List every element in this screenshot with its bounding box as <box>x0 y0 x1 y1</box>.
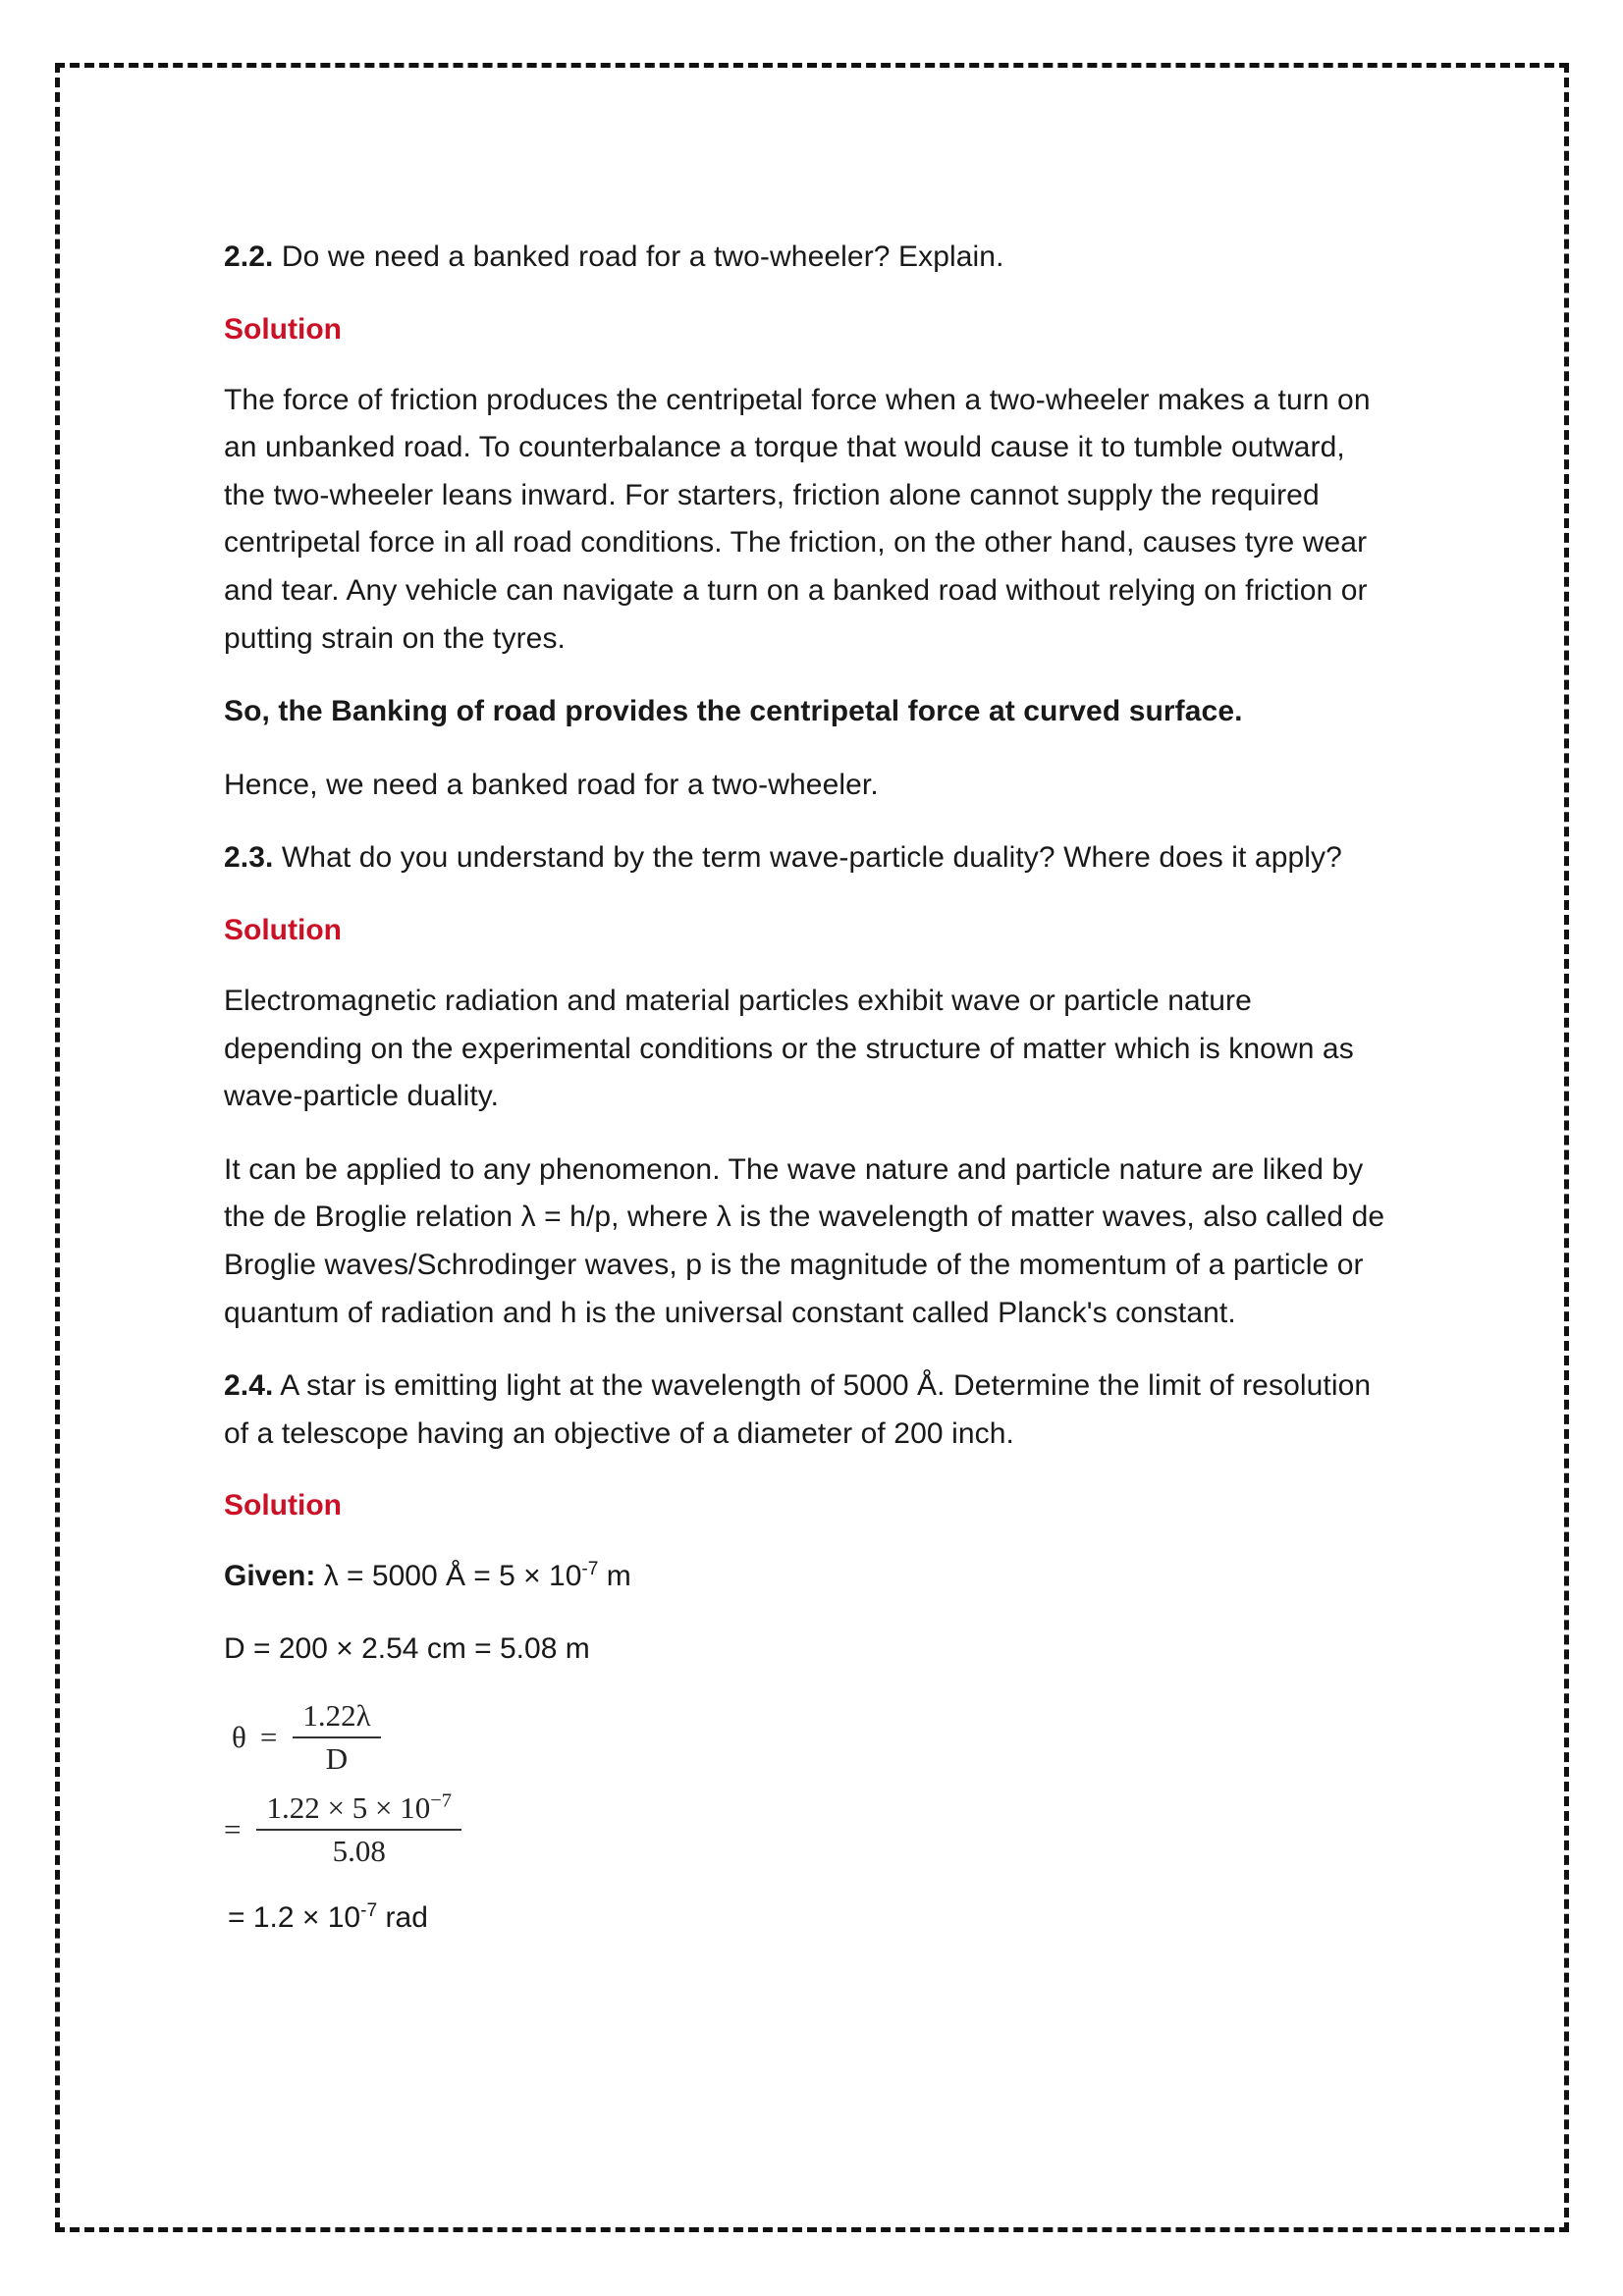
result-suffix: rad <box>377 1901 428 1935</box>
question-2-2 <box>224 234 1392 282</box>
formula-substitution-denominator: 5.08 <box>332 1834 386 1869</box>
formula-substitution-numerator-exponent: −7 <box>430 1789 452 1812</box>
given-label: Given: <box>224 1560 316 1593</box>
formula-theta-symbol: θ <box>232 1720 246 1755</box>
formula-substitution-numerator <box>256 1790 460 1829</box>
question-2-4-number: 2.4. <box>224 1369 274 1403</box>
solution-label-2: Solution <box>224 913 342 946</box>
question-2-3-text: What do you understand by the term wave-particle duality? Where does it apply? <box>273 841 1342 875</box>
formula-theta-equals: = <box>259 1720 278 1755</box>
paragraph-2-3-duality: Electromagnetic radiation and material particles exhibit wave or particle nature depending on the experimental conditions or the structure of matter which is known as wave-particle duality. <box>224 984 1354 1113</box>
given-lambda-suffix: m <box>598 1560 631 1593</box>
paragraph-2-2-hence: Hence, we need a banked road for a two-wheeler. <box>224 768 879 801</box>
result-exponent: -7 <box>360 1900 378 1922</box>
formula-theta-numerator: 1.22λ <box>302 1698 371 1734</box>
formula-substitution-equals: = <box>224 1812 242 1847</box>
question-2-2-text: Do we need a banked road for a two-wheeler? Explain. <box>273 240 1004 273</box>
formula-substitution-fraction <box>256 1790 460 1869</box>
formula-substitution <box>224 1790 1392 1869</box>
document-content <box>224 234 1392 1942</box>
formula-theta <box>224 1698 1392 1777</box>
result-prefix: = 1.2 × 10 <box>228 1901 361 1935</box>
formula-theta-fraction <box>293 1698 380 1777</box>
solution-label-1: Solution <box>224 312 342 346</box>
given-lambda-exponent: -7 <box>581 1559 599 1580</box>
question-2-4 <box>224 1362 1392 1458</box>
formula-substitution-numerator-text: 1.22 × 5 × 10 <box>266 1790 431 1826</box>
diameter-line: D = 200 × 2.54 cm = 5.08 m <box>224 1632 590 1666</box>
paragraph-2-2-conclusion-bold: So, the Banking of road provides the centripetal force at curved surface. <box>224 695 1243 728</box>
result-line <box>224 1895 1392 1942</box>
given-lambda-prefix: λ = 5000 Å = 5 × 10 <box>315 1560 582 1593</box>
given-line <box>224 1553 1392 1600</box>
paragraph-2-2-explanation: The force of friction produces the centripetal force when a two-wheeler makes a turn on an unbanked road. To counterbalance a torque that would cause it to tumble outward, the two-wheeler leans inward. For starters, friction alone cannot supply the required centripetal force in all road conditions. The friction, on the other hand, causes tyre wear and tear. Any vehicle can navigate a turn on a banked road without relying on friction or putting strain on the tyres. <box>224 383 1371 655</box>
question-2-3 <box>224 834 1392 882</box>
question-2-4-text: A star is emitting light at the wavelength of 5000 Å. Determine the limit of resolution of a telescope having an objective of a diameter of 200 inch. <box>224 1369 1372 1450</box>
solution-label-3: Solution <box>224 1489 342 1522</box>
formula-theta-denominator: D <box>325 1741 349 1777</box>
question-2-2-number: 2.2. <box>224 240 274 273</box>
paragraph-2-3-de-broglie: It can be applied to any phenomenon. The wave nature and particle nature are liked by the de Broglie relation λ = h/p, where λ is the wavelength of matter waves, also called de Broglie waves/Schrodinger waves, p is the magnitude of the momentum of a particle or quantum of radiation and h is the universal constant called Planck's constant. <box>224 1152 1385 1329</box>
question-2-3-number: 2.3. <box>224 841 274 875</box>
